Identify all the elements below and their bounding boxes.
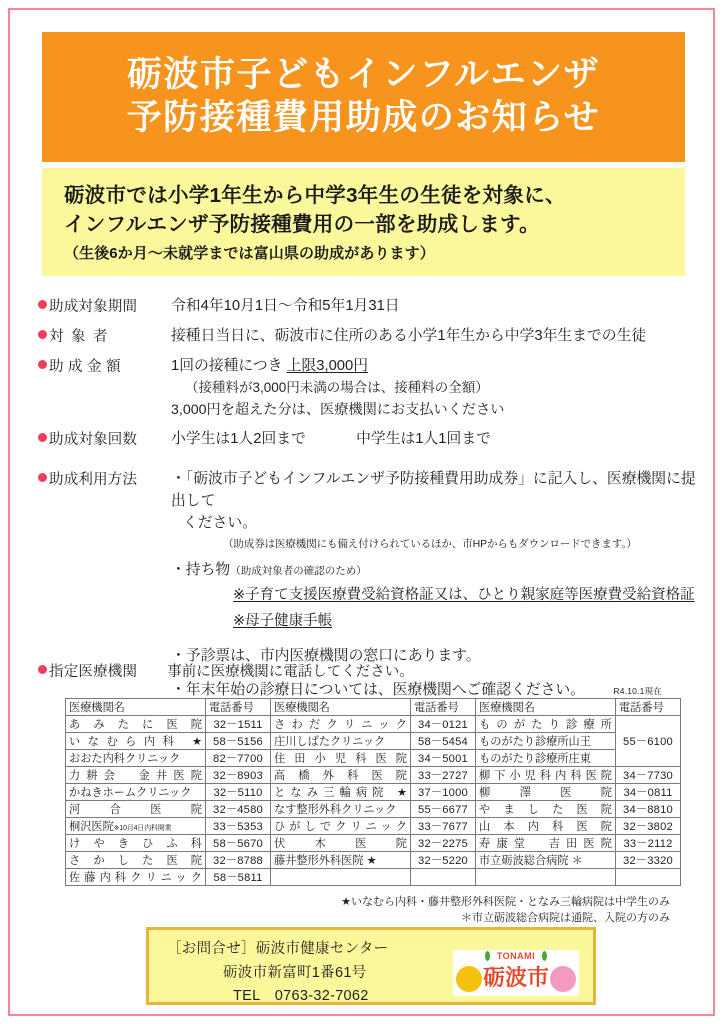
info-list (38, 295, 698, 710)
clinic-name-cell: 佐藤内科クリニック (66, 869, 206, 886)
clinic-tel-cell: 55－6677 (411, 801, 476, 818)
info-label-target: 対象者 (49, 328, 115, 345)
table-row (66, 750, 681, 767)
clinic-tel-cell: 32－1511 (206, 716, 271, 733)
clinic-tel-cell: 32－5110 (206, 784, 271, 801)
clinic-name-cell: 住田小児科医院 (271, 750, 411, 767)
info-row-target (38, 325, 698, 348)
clinic-name-note: ※10月4日内科開業 (113, 825, 172, 832)
amount-note2: 3,000円を超えた分は、医療機関にお支払いください (171, 401, 505, 418)
table-cell-empty (476, 869, 616, 886)
info-row-amount (38, 355, 698, 421)
usage-belongings-star2 (171, 611, 698, 633)
clinic-tel-cell: 58－5670 (206, 835, 271, 852)
clinic-table-body (66, 716, 681, 886)
clinic-name-cell: さかした医院 (66, 852, 206, 869)
clinic-name-cell: 柳下小児科内科医院 (476, 767, 616, 784)
usage-spacer (38, 458, 698, 468)
info-value-target: 接種日当日に、砺波市に住所のある小学1年生から中学3年生までの生徒 (171, 327, 647, 344)
clinic-name-cell: おおた内科クリニック (66, 750, 206, 767)
header-title-line2: 予防接種費用助成のお知らせ (126, 98, 601, 137)
subtitle-line1: 砺波市では小学1年生から中学3年生の生徒を対象に、 (64, 184, 566, 207)
clinic-footnotes (38, 895, 698, 927)
clinic-name-cell: 桐沢医院※10月4日内科開業 (66, 818, 206, 835)
info-label-usage: 助成利用方法 (49, 471, 138, 488)
table-row (66, 733, 681, 750)
clinic-name-cell: やました医院 (476, 801, 616, 818)
clinic-tel-cell: 32－2275 (411, 835, 476, 852)
table-row (66, 835, 681, 852)
header-name-3: 医療機関名 (476, 699, 616, 716)
usage-star2-underline: ※母子健康手帳 (233, 612, 333, 629)
clinic-name-cell: となみ三輪病院 ★ (271, 784, 411, 801)
info-label-count: 助成対象回数 (49, 431, 138, 448)
table-row (66, 869, 681, 886)
count-junior: 中学生は1人1回まで (356, 430, 491, 447)
clinic-table-header-row (66, 699, 681, 716)
bullet-dot-icon (38, 473, 47, 482)
clinic-section (38, 660, 698, 927)
info-value-count (171, 428, 698, 451)
clinic-name-cell: あみたに医院 (66, 716, 206, 733)
clinic-section-label: 指定医療機関 (49, 664, 138, 680)
clinic-footnote-asterisk: ＊市立砺波総合病院は通院、入院の方のみ (461, 911, 670, 924)
clinic-name-cell: 高橋外科医院 (271, 767, 411, 784)
usage-belongings-star1 (171, 585, 698, 607)
clinic-name-cell: ものがたり診療所庄東 (476, 750, 616, 767)
usage-star1-underline: ※子育て支援医療費受給資格証又は、ひとり親家庭等医療費受給資格証 (233, 587, 695, 604)
page-inner (10, 10, 713, 1014)
bullet-dot-icon (38, 360, 47, 369)
usage-belongings-note: （助成対象者の確認のため） (230, 564, 367, 577)
clinic-as-of-date: R4.10.1現在 (613, 686, 662, 696)
table-cell-empty (616, 869, 681, 886)
table-row (66, 767, 681, 784)
clinic-tel-cell: 34－7730 (616, 767, 681, 784)
clinic-name-cell: 山本内科医院 (476, 818, 616, 835)
info-row-period (38, 295, 698, 318)
info-label-period: 助成対象期間 (49, 299, 138, 315)
header-banner (42, 32, 685, 162)
logo-tonami-text: TONAMI (496, 951, 536, 961)
clinic-tel-cell: 32－8788 (206, 852, 271, 869)
clinic-heading (38, 660, 698, 681)
clinic-tel-cell: 32－5220 (411, 852, 476, 869)
usage-item-belongings (171, 559, 698, 633)
clinic-name-cell: 柳澤医院 (476, 784, 616, 801)
clinic-tel-cell: 55－6100 (616, 716, 681, 767)
clinic-name-cell: なす整形外科クリニック (271, 801, 411, 818)
table-cell-empty (271, 869, 411, 886)
subtitle-box (42, 168, 685, 276)
bullet-dot-icon (38, 330, 47, 339)
info-value-amount (171, 355, 698, 421)
clinic-tel-cell: 58－5811 (206, 869, 271, 886)
usage-voucher-line2: ください。 (183, 514, 257, 531)
clinic-name-cell: 市立砺波総合病院 ＊ (476, 852, 616, 869)
clinic-tel-cell: 37－1000 (411, 784, 476, 801)
clinic-tel-cell: 34－0121 (411, 716, 476, 733)
clinic-tel-cell: 33－2112 (616, 835, 681, 852)
clinic-tel-cell: 32－3802 (616, 818, 681, 835)
clinic-name-cell: ひがしでクリニック (271, 818, 411, 835)
clinic-name-cell: 力耕会 金井医院 (66, 767, 206, 784)
clinic-tel-cell: 34－8810 (616, 801, 681, 818)
clinic-name-cell: かねきホームクリニック (66, 784, 206, 801)
clinic-name-cell: ものがたり診療所山王 (476, 733, 616, 750)
clinic-tel-cell: 34－0811 (616, 784, 681, 801)
clinic-name-cell: 藤井整形外科医院 ★ (271, 852, 411, 869)
bullet-dot-icon (38, 665, 47, 674)
table-row (66, 784, 681, 801)
table-row (66, 852, 681, 869)
usage-item-voucher (171, 468, 698, 553)
header-tel-3: 電話番号 (616, 699, 681, 716)
usage-belongings-label: ・持ち物 (171, 561, 231, 578)
count-elementary: 小学生は1人2回まで (171, 430, 306, 447)
subtitle-line2: インフルエンザ予防接種費用の一部を助成します。 (64, 213, 540, 237)
clinic-tel-cell: 58－5454 (411, 733, 476, 750)
clinic-table (65, 698, 681, 886)
info-row-count (38, 428, 698, 451)
header-tel-1: 電話番号 (206, 699, 271, 716)
amount-base-text: 1回の接種につき (171, 357, 283, 374)
mascot-yellow-icon (456, 966, 482, 992)
header-name-2: 医療機関名 (271, 699, 411, 716)
header-name-1: 医療機関名 (66, 699, 206, 716)
header-tel-2: 電話番号 (411, 699, 476, 716)
usage-voucher-note: （助成券は医療機関にも備え付けられているほか、市HPからもダウンロードできます。） (223, 538, 637, 551)
table-row (66, 801, 681, 818)
amount-note1: （接種料が3,000円未満の場合は、接種料の全額） (185, 379, 489, 395)
page-frame (8, 8, 715, 1016)
info-label-amount: 助成金額 (49, 358, 125, 375)
clinic-tel-cell: 34－5001 (411, 750, 476, 767)
clinic-tel-cell: 33－7677 (411, 818, 476, 835)
clinic-name-cell: 庄川しばたクリニック (271, 733, 411, 750)
contact-line-office: ［お問合せ］砺波市健康センター (167, 941, 389, 957)
clinic-tel-cell: 32－8903 (206, 767, 271, 784)
clinic-name-cell: 伏木医院 (271, 835, 411, 852)
clinic-tel-cell: 32－3320 (616, 852, 681, 869)
amount-highlight: 上限3,000円 (286, 357, 369, 374)
contact-line-tel: TEL 0763-32-7062 (233, 988, 369, 1005)
bullet-dot-icon (38, 433, 47, 442)
clinic-tel-cell: 32－4580 (206, 801, 271, 818)
clinic-section-note: 事前に医療機関に電話してください。 (167, 664, 414, 680)
clinic-name-cell: いなむら内科 ★ (66, 733, 206, 750)
clinic-footnote-star: ★いなむら内科・藤井整形外科医院・となみ三輪病院は中学生のみ (341, 896, 670, 908)
table-cell-empty (411, 869, 476, 886)
clinic-name-cell: けやきひふ科 (66, 835, 206, 852)
clinic-tel-cell: 33－2727 (411, 767, 476, 784)
table-row (66, 818, 681, 835)
clinic-tel-cell: 82－7700 (206, 750, 271, 767)
logo-city-name: 砺波市 (482, 965, 549, 990)
clinic-name-cell: ものがたり診療所 (476, 716, 616, 733)
clinic-tel-cell: 58－5156 (206, 733, 271, 750)
usage-item-holiday: ・年末年始の診療日については、医療機関へご確認ください。 (171, 681, 586, 698)
info-value-period: 令和4年10月1日～令和5年1月31日 (171, 298, 400, 314)
clinic-name-cell: さわだクリニック (271, 716, 411, 733)
usage-voucher-line1: ・「砺波市子どもインフルエンザ予防接種費用助成券」に記入し、医療機関に提出して (171, 470, 696, 509)
subtitle-note: （生後6か月～未就学までは富山県の助成があります） (64, 245, 435, 263)
clinic-name-cell: 河合医院 (66, 801, 206, 818)
header-title-line1: 砺波市子どもインフルエンザ (126, 55, 601, 95)
usage-item-questionnaire: ・予診票は、市内医療機関の窓口にあります。 (171, 647, 481, 664)
clinic-name-cell: 寿康堂 吉田医院 (476, 835, 616, 852)
table-row (66, 716, 681, 733)
clinic-tel-cell: 33－5353 (206, 818, 271, 835)
bullet-dot-icon (38, 300, 47, 309)
contact-box (146, 927, 596, 1005)
mascot-pink-icon (550, 966, 576, 992)
usage-spacer (171, 635, 698, 645)
contact-line-address: 砺波市新富町1番61号 (223, 964, 367, 981)
city-logo (453, 950, 579, 996)
